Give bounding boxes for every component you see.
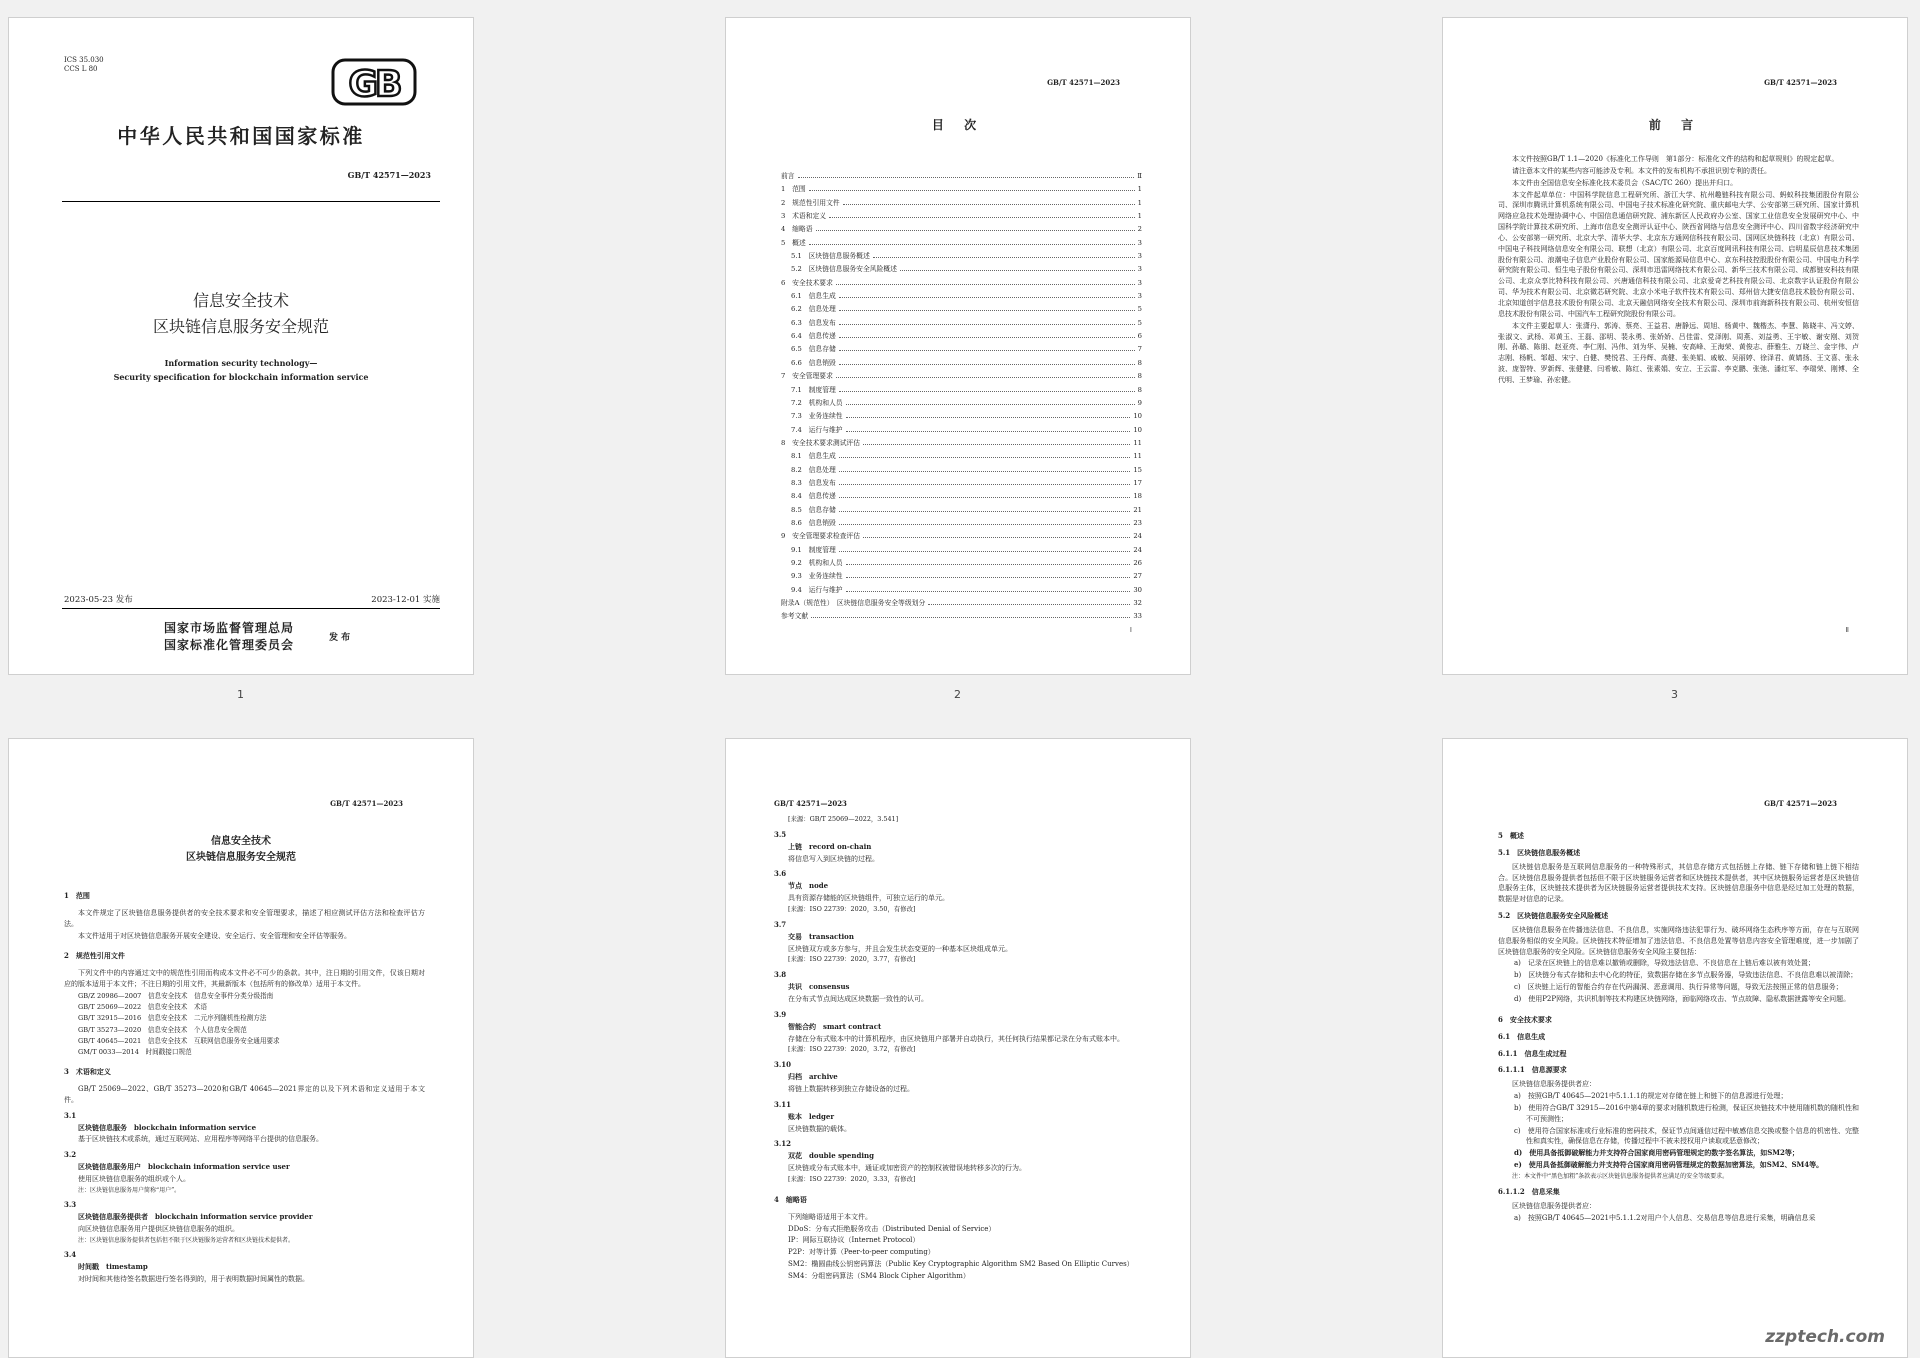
toc-leader <box>843 204 1135 205</box>
toc-entry <box>781 384 1142 397</box>
section-5-1-paragraph: 区块链信息服务是互联网信息服务的一种特殊形式，其信息存储方式包括链上存储、链下存储和链上链下相结合。区块链信息服务提供者包括但不限于区块链服务运营者和区块链技术提供者，其中区块链服务运营者是区块链信息服务主体，区块链技术提供者为区块链服务运营者提供技术支持。区块链信息服务中信息是经过加工处理的数据，数据是对信息的记录。 <box>1498 862 1859 904</box>
toc-entry <box>781 263 1142 276</box>
toc-entry-page: 2 <box>1137 225 1142 234</box>
toc-entry <box>781 277 1142 290</box>
term-source: [来源：ISO 22739：2020，3.33，有修改] <box>788 1174 916 1183</box>
toc-entry <box>781 477 1142 490</box>
classification-codes <box>64 56 104 75</box>
term-source: [来源：ISO 22739：2020，3.72，有修改] <box>788 1045 916 1054</box>
abbreviation-item: P2P：对等计算（Peer-to-peer computing） <box>788 1248 935 1257</box>
page-number-1: 1 <box>237 688 244 701</box>
term-number: 3.6 <box>774 869 787 879</box>
toc-entry-label: 8.6 信息销毁 <box>791 518 836 527</box>
toc-leader <box>839 337 1135 338</box>
toc-entry-label: 7.2 机构和人员 <box>791 398 843 407</box>
toc-entry <box>781 597 1142 610</box>
term-number: 3.2 <box>64 1150 77 1160</box>
term-name: 共识 consensus <box>788 982 850 992</box>
standard-number: GB/T 42571—2023 <box>347 170 431 180</box>
body-title <box>9 834 473 866</box>
bold-clause-note: 注：本文件中“黑色加粗”条款表示区块链信息服务提供者应满足的安全等级要求。 <box>1512 1172 1729 1180</box>
toc-entry-label: 6.3 信息发布 <box>791 318 836 327</box>
english-title-line-1: Information security technology— <box>164 358 318 368</box>
abbreviation-list <box>774 1224 1140 1282</box>
toc-entry-label: 8 安全技术要求测试评估 <box>781 438 861 447</box>
section-3-heading: 3 术语和定义 <box>64 1067 111 1077</box>
toc-entry <box>781 464 1142 477</box>
toc-entry-label: 9.1 制度管理 <box>791 545 836 554</box>
toc-entry <box>781 557 1142 570</box>
toc-entry-label: 6.6 信息销毁 <box>791 358 836 367</box>
toc-leader <box>836 284 1135 285</box>
toc-entry-label: 9 安全管理要求检查评估 <box>781 532 861 541</box>
term-name: 节点 node <box>788 881 829 891</box>
toc-leader <box>839 324 1135 325</box>
toc-entry <box>781 424 1142 437</box>
term-definition: 区块链或分布式账本中，通证或加密资产的控制权被错误地转移多次的行为。 <box>788 1164 1026 1173</box>
section-6-1-1-2-heading: 6.1.1.2 信息采集 <box>1498 1187 1560 1197</box>
toc-leader <box>809 190 1135 191</box>
toc-entry-page: 3 <box>1137 252 1142 261</box>
toc-leader <box>839 524 1131 525</box>
toc-leader <box>873 257 1135 258</box>
risk-item: d) 使用P2P网络，共识机制等技术构建区块链网络，面临网络攻击、节点故障、隐私数据泄露等安全问题。 <box>1514 994 1851 1003</box>
toc-entry <box>781 584 1142 597</box>
toc-leader <box>839 457 1131 458</box>
toc-entry-label: 8.1 信息生成 <box>791 452 836 461</box>
abbreviation-item: SM4：分组密码算法（SM4 Block Cipher Algorithm） <box>788 1271 970 1280</box>
toc-entry-label: 6 安全技术要求 <box>781 278 833 287</box>
toc-leader <box>839 350 1135 351</box>
toc-entry <box>781 370 1142 383</box>
toc-entry <box>781 197 1142 210</box>
page-preface[interactable] <box>1442 17 1908 675</box>
implement-date: 2023-12-01 实施 <box>371 595 440 605</box>
title-line-1: 信息安全技术 <box>192 291 289 310</box>
term-number: 3.8 <box>774 970 787 980</box>
preface-body <box>1498 154 1859 387</box>
page-header: GB/T 42571—2023 <box>1764 78 1837 87</box>
term-number: 3.4 <box>64 1249 77 1259</box>
term-definition: 具有资源存储能的区块链组件，可独立运行的单元。 <box>788 894 949 903</box>
term-name: 区块链信息服务提供者 blockchain information service provider <box>78 1211 313 1221</box>
toc-title: 目 次 <box>931 118 985 132</box>
toc-leader <box>846 564 1131 565</box>
toc-entry-page: Ⅱ <box>1137 172 1142 180</box>
risk-item: a) 记录在区块链上的信息难以撤销或删除，导致违法信息、不良信息在上链后难以被有效处置； <box>1514 959 1815 968</box>
toc-entry-page: 8 <box>1137 358 1142 367</box>
site-watermark: zzptech.com <box>1765 1327 1885 1347</box>
issuing-bodies <box>164 620 294 654</box>
toc-leader <box>839 551 1131 552</box>
body-title-line-2: 区块链信息服务安全规范 <box>186 852 296 863</box>
toc-entry-page: 32 <box>1133 599 1142 607</box>
term-definition: 区块链双方或多方参与，并且会发生状态变更的一种基本区块组成单元。 <box>788 944 1012 953</box>
issuer-2: 国家标准化管理委员会 <box>164 637 295 652</box>
toc-entry <box>781 237 1142 250</box>
toc-entry-label: 附录A（规范性） 区块链信息服务安全等级划分 <box>781 599 926 607</box>
toc-leader <box>846 431 1131 432</box>
toc-entry <box>781 450 1142 463</box>
terms-list <box>64 1111 425 1285</box>
term-name: 区块链信息服务用户 blockchain information service user <box>78 1162 290 1172</box>
ics-code: ICS 35.030 <box>64 56 104 64</box>
toc-leader <box>839 471 1131 472</box>
term-number: 3.3 <box>64 1200 77 1210</box>
toc-list <box>781 170 1142 624</box>
svg-text:GB: GB <box>348 64 400 105</box>
term-definition: 将信息写入到区块链的过程。 <box>788 854 879 863</box>
english-title-line-2: Security specification for blockchain information service <box>113 371 369 382</box>
toc-entry-page: 1 <box>1137 212 1142 221</box>
term-name: 账本 ledger <box>788 1111 835 1121</box>
page-number-3: 3 <box>1671 688 1678 701</box>
document-title <box>9 288 473 339</box>
requirement-item: a) 按照GB/T 40645—2021中5.1.1.1的规定对存储在链上和链下的信息源进行处理； <box>1514 1092 1788 1101</box>
toc-entry <box>781 530 1142 543</box>
abbreviation-item: DDoS：分布式拒绝服务攻击（Distributed Denial of Service） <box>788 1224 996 1233</box>
bottom-rule <box>62 608 440 609</box>
requirement-item: b) 使用符合GB/T 32915—2016中第4章的要求对随机数进行检测，保证区块链技术中使用随机数的随机性和不可预测性； <box>1514 1103 1859 1123</box>
reference-item: GB/Z 20986—2007 信息安全技术 信息安全事件分类分级指南 <box>78 991 274 1000</box>
term-number: 3.5 <box>774 829 787 839</box>
section-5-2-paragraph: 区块链信息服务在传播违法信息、不良信息，实施网络违法犯罪行为、破坏网络生态秩序等方面，存在与互联网信息服务相似的安全风险。区块链技术特征增加了违法信息、不良信息处置等信息内容安全管理难度，进一步加剧了区块链信息服务的安全风险。区块链信息服务安全风险主要包括： <box>1498 925 1859 956</box>
toc-entry <box>781 544 1142 557</box>
toc-leader <box>811 617 1130 618</box>
gb-logo <box>331 56 417 108</box>
body3-content <box>1498 821 1859 1225</box>
toc-entry <box>781 317 1142 330</box>
term-name: 交易 transaction <box>788 931 854 941</box>
toc-leader <box>863 537 1130 538</box>
page-body-3[interactable] <box>1442 738 1908 1358</box>
toc-entry <box>781 437 1142 450</box>
toc-leader <box>839 310 1135 311</box>
term-source: [来源：ISO 22739：2020，3.77，有修改] <box>788 955 916 964</box>
term-number: 3.1 <box>64 1110 77 1120</box>
ccs-code: CCS L 80 <box>64 65 98 74</box>
toc-entry-page: 27 <box>1133 572 1142 581</box>
term-definition: 在分布式节点间达成区块数据一致性的认可。 <box>788 995 928 1004</box>
toc-entry-label: 9.2 机构和人员 <box>791 558 843 567</box>
reference-item: GB/T 32915—2016 信息安全技术 二元序列随机性检测方法 <box>78 1014 267 1023</box>
toc-entry-page: 9 <box>1137 398 1142 407</box>
toc-leader <box>839 497 1131 498</box>
toc-entry <box>781 210 1142 223</box>
toc-leader <box>839 364 1135 365</box>
toc-entry-page: 7 <box>1137 345 1142 354</box>
toc-entry-page: 3 <box>1137 292 1142 301</box>
risk-item: c) 区块链上运行的智能合约存在代码漏洞、恶意调用、执行异常等问题，导致无法按照正常的信息服务； <box>1514 983 1843 992</box>
issuer-1: 国家市场监督管理总局 <box>164 621 295 635</box>
body-title-line-1: 信息安全技术 <box>211 836 271 847</box>
term-number: 3.9 <box>774 1009 787 1019</box>
requirement-item: d) 使用具备抵御破解能力并支持符合国家商用密码管理规定的数字签名算法，如SM2等； <box>1514 1148 1799 1158</box>
toc-entry-label: 9.3 业务连续性 <box>791 572 843 581</box>
requirement-item: a) 按照GB/T 40645—2021中5.1.1.2对用户个人信息、交易信息等信息进行采集，明确信息采 <box>1514 1213 1816 1222</box>
term-definition: 基于区块链技术或系统，通过互联网站、应用程序等网络平台提供的信息服务。 <box>78 1135 323 1144</box>
toc-entry-label: 7.1 制度管理 <box>791 385 836 394</box>
toc-entry-page: 1 <box>1137 185 1142 194</box>
section-6-1-heading: 6.1 信息生成 <box>1498 1031 1546 1041</box>
toc-entry-page: 23 <box>1133 518 1142 527</box>
toc-leader <box>836 377 1135 378</box>
title-line-2: 区块链信息服务安全规范 <box>152 316 329 336</box>
term-name: 时间戳 timestamp <box>78 1261 148 1271</box>
preface-title: 前 言 <box>1648 118 1702 132</box>
reference-item: GB/T 25069—2022 信息安全技术 术语 <box>78 1003 208 1012</box>
english-title <box>9 357 473 384</box>
term-name: 区块链信息服务 blockchain information service <box>78 1122 257 1132</box>
toc-entry-label: 前言 <box>781 172 795 180</box>
source-note-top: [来源：GB/T 25069—2022，3.541] <box>788 815 899 823</box>
toc-entry-label: 8.3 信息发布 <box>791 478 836 487</box>
publish-date: 2023-05-23 发布 <box>64 595 133 605</box>
toc-leader <box>900 270 1135 271</box>
toc-entry-label: 6.5 信息存储 <box>791 345 836 354</box>
toc-entry <box>781 490 1142 503</box>
preface-paragraph: 本文件由全国信息安全标准化技术委员会（SAC/TC 260）提出并归口。 <box>1512 178 1738 187</box>
toc-leader <box>846 577 1131 578</box>
toc-entry-label: 6.1 信息生成 <box>791 292 836 301</box>
toc-leader <box>839 484 1131 485</box>
toc-entry <box>781 517 1142 530</box>
top-rule <box>62 201 440 202</box>
section-2-heading: 2 规范性引用文件 <box>64 951 125 961</box>
toc-entry <box>781 330 1142 343</box>
preface-paragraph: 本文件按照GB/T 1.1—2020《标准化工作导则 第1部分：标准化文件的结构和起草规则》的规定起草。 <box>1512 155 1839 163</box>
term-definition: 使用区块链信息服务的组织或个人。 <box>78 1174 190 1183</box>
term-definition: 对时间和其他待签名数据进行签名得到的，用于表明数据时间属性的数据。 <box>78 1274 309 1283</box>
toc-entry-label: 3 术语和定义 <box>781 212 827 221</box>
toc-entry-label: 8.5 信息存储 <box>791 505 836 514</box>
page-footer-number: Ⅱ <box>1845 626 1849 634</box>
toc-entry-page: 8 <box>1137 385 1142 394</box>
toc-entry-label: 9.4 运行与维护 <box>791 585 843 594</box>
reference-item: GM/T 0033—2014 时间戳接口规范 <box>78 1048 192 1056</box>
section-5-1-heading: 5.1 区块链信息服务概述 <box>1498 847 1581 857</box>
section-6-1-1-2-intro: 区块链信息服务提供者应： <box>1512 1202 1596 1211</box>
section-5-heading: 5 概述 <box>1498 831 1524 840</box>
toc-entry <box>781 303 1142 316</box>
toc-entry-page: 10 <box>1133 412 1142 421</box>
section-6-heading: 6 安全技术要求 <box>1498 1014 1552 1024</box>
abbreviation-item: IP：网际互联协议（Internet Protocol） <box>788 1236 920 1245</box>
term-note: 注：区块链信息服务提供者包括但不限于区块链服务运营者和区块链技术提供者。 <box>78 1236 295 1244</box>
term-definition: 存储在分布式账本中的计算机程序，由区块链用户部署并自动执行，其任何执行结果都记录在分布式账本中。 <box>788 1034 1124 1043</box>
term-number: 3.7 <box>774 919 787 929</box>
toc-leader <box>809 244 1135 245</box>
toc-entry-label: 2 规范性引用文件 <box>781 198 840 207</box>
toc-entry-page: 33 <box>1133 612 1142 621</box>
term-definition: 将链上数据转移到独立存储设备的过程。 <box>788 1085 914 1094</box>
section-1-paragraph-1: 本文件规定了区块链信息服务提供者的安全技术要求和安全管理要求，描述了相应测试评估方法和检查评估方法。 <box>64 908 425 928</box>
section-6-1-1-1-intro: 区块链信息服务提供者应： <box>1512 1080 1596 1089</box>
reference-item: GB/T 40645—2021 信息安全技术 互联网信息服务安全通用要求 <box>78 1036 280 1045</box>
toc-leader <box>928 604 1130 605</box>
toc-entry-page: 11 <box>1133 452 1142 461</box>
page-number-2: 2 <box>954 688 961 701</box>
toc-entry <box>781 183 1142 196</box>
page-toc[interactable] <box>725 17 1191 675</box>
references-list <box>64 991 425 1057</box>
term-definition: 向区块链信息服务用户提供区块链信息服务的组织。 <box>78 1224 239 1233</box>
term-name: 双花 double spending <box>788 1151 875 1161</box>
risk-item: b) 区块链分布式存储和去中心化的特征，致数据存储在多节点服务器，导致违法信息、不良信息难以被清除； <box>1514 971 1858 980</box>
toc-entry-page: 3 <box>1137 265 1142 274</box>
toc-leader <box>839 391 1135 392</box>
toc-entry-page: 30 <box>1133 585 1142 594</box>
section-4-intro: 下列缩略语适用于本文件。 <box>788 1212 872 1221</box>
toc-entry-label: 5.1 区块链信息服务概述 <box>791 252 870 261</box>
toc-entry <box>781 410 1142 423</box>
toc-entry-page: 24 <box>1133 532 1142 541</box>
toc-entry-page: 10 <box>1133 425 1142 434</box>
issue-label: 发 布 <box>329 633 351 643</box>
toc-leader <box>798 177 1135 178</box>
toc-entry <box>781 343 1142 356</box>
term-source: [来源：ISO 22739：2020，3.50，有修改] <box>788 904 916 913</box>
page-body-2[interactable] <box>725 738 1191 1358</box>
section-6-1-1-heading: 6.1.1 信息生成过程 <box>1498 1048 1567 1058</box>
toc-entry-label: 5 概述 <box>781 238 806 247</box>
terms-list <box>774 830 1140 1185</box>
page-header: GB/T 42571—2023 <box>774 799 847 808</box>
page-header: GB/T 42571—2023 <box>330 799 403 808</box>
term-number: 3.11 <box>774 1099 792 1109</box>
section-2-paragraph: 下列文件中的内容通过文中的规范性引用而构成本文件必不可少的条款。其中，注日期的引用文件，仅该日期对应的版本适用于本文件；不注日期的引用文件，其最新版本（包括所有的修改单）适用于本文件。 <box>64 969 425 989</box>
toc-entry-label: 8.4 信息传递 <box>791 492 836 501</box>
toc-entry-label: 6.2 信息处理 <box>791 305 836 314</box>
toc-entry-label: 7.3 业务连续性 <box>791 412 843 421</box>
toc-entry <box>781 397 1142 410</box>
page-footer-number: I <box>1129 626 1132 634</box>
preface-paragraph: 请注意本文件的某些内容可能涉及专利。本文件的发布机构不承担识别专利的责任。 <box>1512 166 1771 175</box>
toc-entry <box>781 250 1142 263</box>
toc-entry <box>781 357 1142 370</box>
toc-entry <box>781 223 1142 236</box>
page-header: GB/T 42571—2023 <box>1764 799 1837 808</box>
body1-content <box>64 881 425 1285</box>
page-cover[interactable] <box>8 17 474 675</box>
toc-entry-page: 18 <box>1133 492 1142 501</box>
toc-entry-page: 5 <box>1137 305 1142 314</box>
term-definition: 区块链数据的载体。 <box>788 1124 851 1133</box>
term-number: 3.10 <box>774 1060 792 1070</box>
toc-entry-label: 7.4 运行与维护 <box>791 425 843 434</box>
toc-entry-label: 6.4 信息传递 <box>791 332 836 341</box>
toc-leader <box>839 297 1135 298</box>
preface-paragraph: 本文件起草单位：中国科学院信息工程研究所、浙江大学、杭州趣链科技有限公司、蚂蚁科技集团股份有限公司、深圳市腾讯计算机系统有限公司、中国电子技术标准化研究院、重庆邮电大学、公安部第三研究所、国家计算机网络应急技术处理协调中心、中国信息通信研究院、浦东新区人民政府办公室、国家工业信息安全发展研究中心、中国科学院计算技术研究所、上海市信息安全测评认证中心、陕西省网络与信息安全测评中心、四川省数字经济研究中心、公安部第一研究所、北京大学、清华大学、北京东方通网信科技有限公司、国网区块链科技（北京）有限公司、中国电子科技网络信息安全有限公司、联想（北京）有限公司、北京百度网讯科技有限公司、启明星辰信息技术集团股份有限公司、浪潮电子信息产业股份有限公司、国家能源局信息中心、京东科技控股股份有限公司、中国电力科学研究院有限公司、恒生电子股份有限公司、深圳市迅雷网络技术有限公司、新华三技术有限公司、成都链安科技有限公司、北京众享比特科技有限公司、兴唐通信科技有限公司、北京爱奇艺科技有限公司、北京数字认证股份有限公司、华为技术有限公司、北京微芯研究院、北京小米电子软件技术有限公司、郑州信大捷安信息技术股份有限公司、北京知道创宇信息技术股份有限公司、北京天融信网络安全技术有限公司、深圳市前海新科技有限公司、杭州安恒信息技术股份有限公司、中国汽车工程研究院股份有限公司。 <box>1498 190 1859 318</box>
reference-item: GB/T 35273—2020 信息安全技术 个人信息安全规范 <box>78 1025 247 1034</box>
term-name: 上链 record on-chain <box>788 841 872 851</box>
toc-entry-label: 5.2 区块链信息服务安全风险概述 <box>791 265 897 274</box>
section-1-heading: 1 范围 <box>64 891 90 900</box>
toc-leader <box>846 417 1131 418</box>
toc-entry-label: 8.2 信息处理 <box>791 465 836 474</box>
toc-entry <box>781 570 1142 583</box>
toc-entry-page: 21 <box>1133 505 1142 514</box>
page-body-1[interactable] <box>8 738 474 1358</box>
term-name: 智能合约 smart contract <box>788 1021 882 1031</box>
toc-leader <box>863 444 1130 445</box>
toc-entry-page: 1 <box>1137 198 1142 207</box>
requirement-item: c) 使用符合国家标准或行业标准的密码技术，保证节点间通信过程中敏感信息交换或整个信息的机密性、完整性和真实性，确保信息在存储，传播过程中不被未授权用户读取或恶意修改； <box>1514 1126 1859 1146</box>
toc-entry-page: 6 <box>1137 332 1142 341</box>
section-3-paragraph: GB/T 25069—2022、GB/T 35273—2020和GB/T 40645—2021界定的以及下列术语和定义适用于本文件。 <box>64 1085 425 1104</box>
toc-entry-page: 5 <box>1137 318 1142 327</box>
body2-content <box>774 815 1140 1283</box>
issuing-country-title: 中华人民共和国国家标准 <box>117 124 365 148</box>
toc-entry-page: 3 <box>1137 238 1142 247</box>
toc-entry-page: 26 <box>1133 558 1142 567</box>
toc-entry <box>781 504 1142 517</box>
section-4-heading: 4 缩略语 <box>774 1194 807 1204</box>
toc-entry-label: 4 缩略语 <box>781 225 813 234</box>
requirement-item: e) 使用具备抵御破解能力并支持符合国家商用密码管理规定的数据加密算法，如SM2、SM4等。 <box>1514 1160 1824 1170</box>
toc-entry-page: 3 <box>1137 278 1142 287</box>
toc-entry-page: 8 <box>1137 372 1142 381</box>
toc-entry <box>781 170 1142 183</box>
toc-leader <box>846 591 1131 592</box>
preface-paragraph: 本文件主要起草人：张潇丹、郭涛、蔡亮、王益君、唐静远、周旭、杨黄中、魏楷杰、李慧、陈晓丰、冯文婷、张淑文、武杨、邓黄玉、王磊、邵明、裴永勇、张娇娇、吕佳雷、党泽刚、周燕、刘益勇、王宇敏、谢安刚、刘贺刚、孙璐、陈朋、赵亚亮、李仁刚、冯伟、刘为华、吴楠、安高峰、王海荣、黄俊志、薛雅生、万晓兰、金宇伟、卢志刚、杨帆、邹超、宋宁、白健、樊悦君、王丹辉、高健、张美娟、戚敏、吴丽婷、徐泽君、黄婧扬、王文喜、张永波、庞智特、罗新辉、张健健、闫希敏、陈红、张素娟、安立、王云雷、李克鹏、张弛、潘红军、李瑞荣、刚博、全代明、王梦瑜、孙宏健。 <box>1498 321 1859 384</box>
risk-list <box>1498 958 1859 1004</box>
section-6-1-1-1-heading: 6.1.1.1 信息源要求 <box>1498 1065 1567 1075</box>
toc-entry-label: 1 范围 <box>781 185 806 194</box>
section-1-paragraph-2: 本文件适用于对区块链信息服务开展安全建设、安全运行、安全管理和安全评估等服务。 <box>78 931 351 940</box>
section-5-2-heading: 5.2 区块链信息服务安全风险概述 <box>1498 911 1609 921</box>
collection-requirements-list <box>1498 1213 1859 1224</box>
toc-entry-label: 参考文献 <box>781 612 809 621</box>
toc-leader <box>839 511 1131 512</box>
toc-leader <box>846 404 1135 405</box>
source-requirements-list <box>1498 1091 1859 1171</box>
toc-entry-page: 11 <box>1133 438 1142 447</box>
toc-entry <box>781 290 1142 303</box>
term-number: 3.12 <box>774 1139 792 1149</box>
toc-entry-page: 24 <box>1133 545 1142 554</box>
term-note: 注：区块链信息服务用户简称“用户”。 <box>78 1186 181 1194</box>
abbreviation-item: SM2：椭圆曲线公钥密码算法（Public Key Cryptographic Algorithm SM2 Based On Elliptic Curves） <box>788 1260 1134 1269</box>
toc-entry <box>781 610 1142 623</box>
toc-leader <box>829 217 1135 218</box>
page-header: GB/T 42571—2023 <box>1047 78 1120 87</box>
toc-entry-label: 7 安全管理要求 <box>781 372 833 381</box>
term-name: 归档 archive <box>788 1072 838 1082</box>
toc-entry-page: 17 <box>1133 478 1142 487</box>
toc-entry-page: 15 <box>1133 465 1142 474</box>
toc-leader <box>816 230 1135 231</box>
